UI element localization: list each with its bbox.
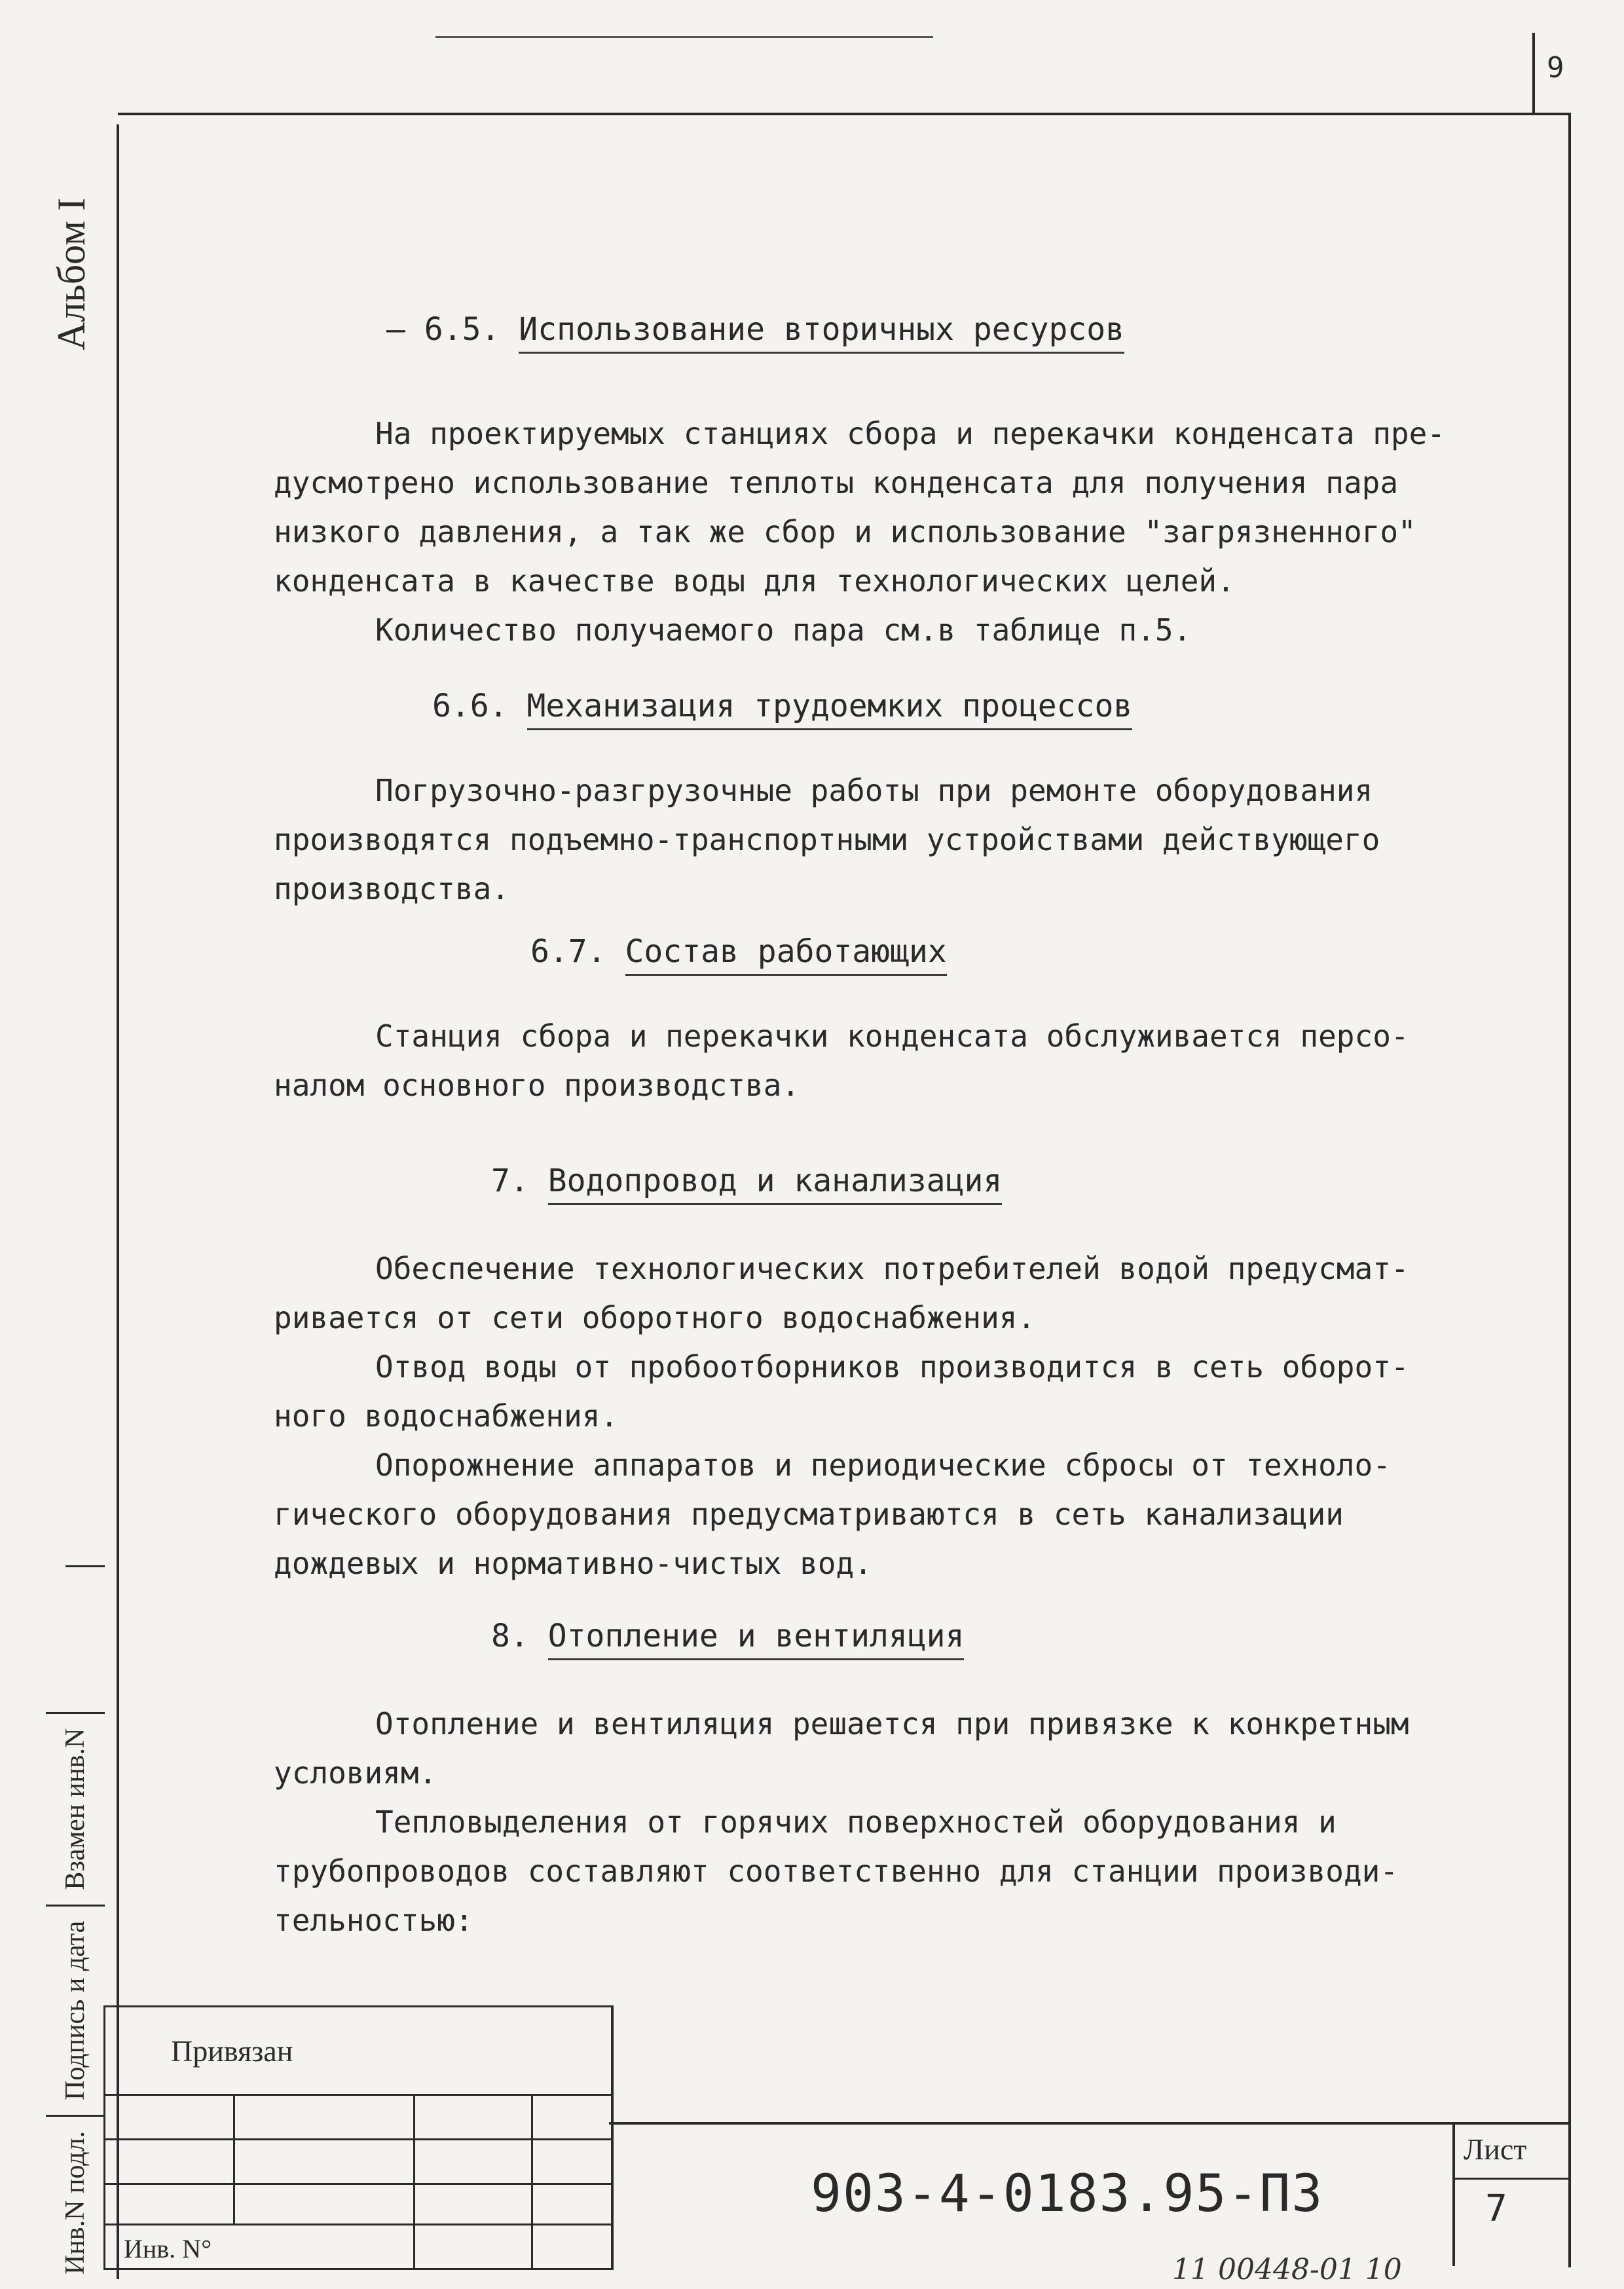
side-field-inv-original: Инв.N подл. [46,2115,105,2289]
text-line: производства. [274,871,510,906]
text-line: трубопроводов составляют соответственно для станции производи- [274,1853,1399,1889]
page-number: 9 [1547,51,1564,84]
binding-stamp-table [103,2005,614,2270]
section-heading-6-5 [386,311,1124,348]
text-line: дусмотрено использование теплоты конденсата для получения пара [274,465,1399,500]
text-line: Станция сбора и перекачки конденсата обслуживается персо- [375,1018,1409,1054]
stamp-col-line [233,2096,235,2225]
section-number: 7. [491,1163,529,1199]
paragraph-6-7 [274,1012,1531,1110]
paragraph-7 [274,1244,1531,1588]
text-line: гического оборудования предусматриваются в сеть канализации [274,1497,1344,1532]
stamp-row-line [105,2224,611,2225]
frame-top-border [118,113,1568,115]
section-heading-6-7 [530,933,947,970]
text-line: производятся подъемно-транспортными устройствами действующего [274,822,1380,857]
paragraph-8 [274,1700,1531,1945]
text-line: Отопление и вентиляция решается при привязке к конкретным [375,1706,1409,1741]
sheet-label: Лист [1464,2132,1527,2166]
text-line: тельностью: [274,1903,473,1938]
text-line: условиям. [274,1755,437,1791]
section-heading-7 [491,1163,1002,1199]
text-line: На проектируемых станциях сбора и перекачки конденсата пре- [375,416,1445,451]
document-code: 903-4-0183.95-ПЗ [811,2165,1324,2224]
text-line: Количество получаемого пара см.в таблице п.5. [375,612,1192,648]
section-title: Состав работающих [625,933,947,976]
section-heading-6-6 [432,688,1132,724]
section-title: Водопровод и канализация [548,1163,1003,1205]
heading-dash: – [386,311,424,348]
text-line: дождевых и нормативно-чистых вод. [274,1546,872,1581]
text-line: ривается от сети оборотного водоснабжения. [274,1300,1036,1335]
paragraph-6-5 [274,409,1531,655]
text-line: Опорожнение аппаратов и периодические сбросы от техноло- [375,1447,1391,1483]
title-block-top-line [609,2122,1568,2125]
sheet-divider [1452,2178,1568,2180]
text-line: конденсата в качестве воды для технологических целей. [274,563,1235,599]
side-field-replacement-inv: Взамен инв.N [46,1712,105,1905]
album-label: Альбом I [50,198,93,350]
binding-label: Привязан [171,2034,293,2068]
frame-right-border [1568,113,1571,2267]
handwritten-archive-number: 11 00448-01 10 [1172,2253,1402,2286]
stamp-col-line [531,2096,533,2268]
text-line: Тепловыделения от горячих поверхностей оборудования и [375,1804,1337,1840]
section-title: Механизация трудоемких процессов [527,688,1133,730]
frame-left-border [117,124,119,2279]
side-field-signature-date: Подпись и дата [46,1905,105,2115]
stamp-col-line [413,2096,415,2268]
section-number: 6.5. [424,311,500,348]
side-stamp-fields [46,1503,111,2289]
stamp-row-line [105,2138,611,2140]
stamp-row-line [105,2094,611,2096]
text-line: ного водоснабжения. [274,1398,619,1434]
paragraph-6-6 [274,766,1531,914]
section-title: Отопление и вентиляция [548,1618,965,1660]
text-line: Отвод воды от пробоотборников производится в сеть оборот- [375,1349,1409,1385]
section-title: Использование вторичных ресурсов [519,311,1124,354]
top-rule [435,36,933,38]
text-line: налом основного производства. [274,1068,800,1103]
section-number: 8. [491,1618,529,1654]
text-line: Погрузочно-разгрузочные работы при ремонте оборудования [375,773,1373,808]
section-heading-8 [491,1618,964,1654]
text-line: низкого давления, а так же сбор и использование "загрязненного" [274,514,1416,549]
section-number: 6.6. [432,688,508,724]
stamp-row-line [105,2183,611,2185]
sheet-number: 7 [1485,2187,1507,2230]
section-number: 6.7. [530,933,606,970]
text-line: Обеспечение технологических потребителей водой предусмат- [375,1251,1409,1286]
inventory-number-label: Инв. N° [124,2234,212,2263]
